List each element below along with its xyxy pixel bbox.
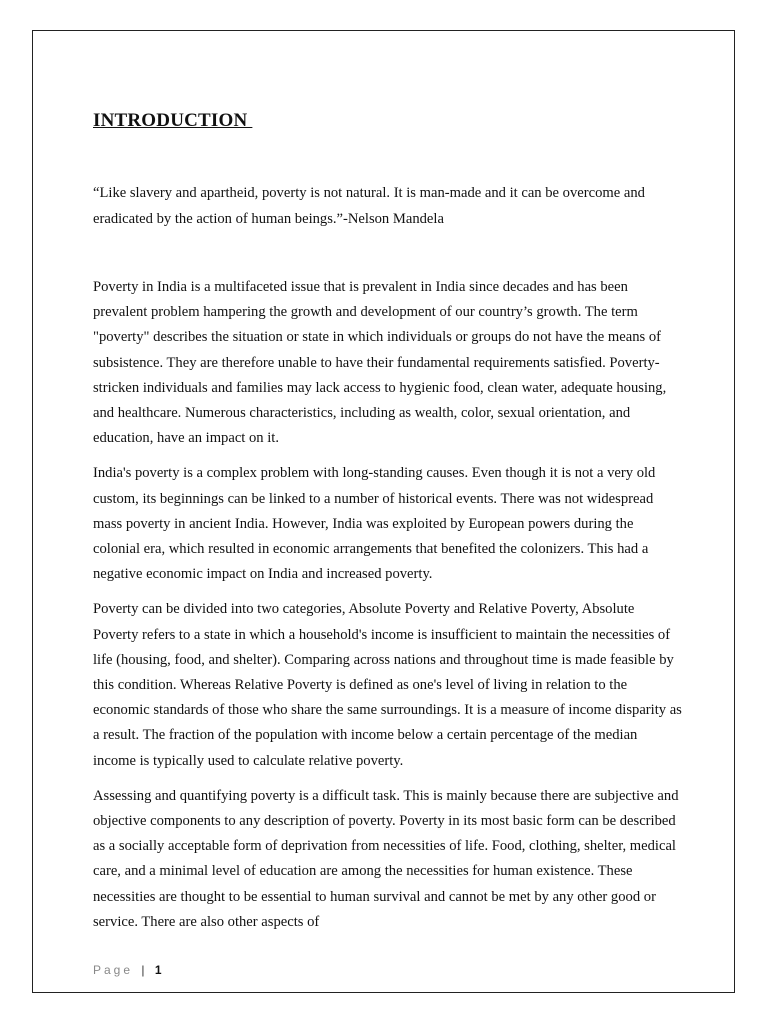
paragraph: India's poverty is a complex problem with long-standing causes. Even though it is not a very old custom, its beginnings can be linked to a number of historical events. There was not widespread mass poverty in ancient India. However, India was exploited by European powers during the colonial era, which resulted in economic arrangements that benefited the colonizers. This had a negative economic impact on India and increased poverty. bbox=[93, 465, 656, 583]
document-body bbox=[93, 108, 683, 935]
section-heading: INTRODUCTION bbox=[93, 110, 253, 131]
paragraph: Poverty can be divided into two categories, Absolute Poverty and Relative Poverty, Absolute Poverty refers to a state in which a household's income is insufficient to maintain the necessities of life (housing, food, and shelter). Comparing across nations and throughout time is made feasible by this condition. Whereas Relative Poverty is defined as one's level of living in relation to the economic standards of those who share the same surroundings. It is a measure of income disparity as a result. The fraction of the population with income below a certain percentage of the median income is typically used to calculate relative poverty. bbox=[93, 601, 682, 769]
page-number: 1 bbox=[154, 963, 162, 977]
paragraph: Assessing and quantifying poverty is a difficult task. This is mainly because there are subjective and objective components to any description of poverty. Poverty in its most basic form can be described as a socially acceptable form of deprivation from necessities of life. Food, clothing, shelter, medical care, and a minimal level of education are among the necessities for human existence. These necessities are thought to be essential to human survival and cannot be met by any other good or service. There are also other aspects of bbox=[93, 787, 679, 930]
mandela-quote: “Like slavery and apartheid, poverty is not natural. It is man-made and it can be overcome and eradicated by the action of human beings.”-Nelson Mandela bbox=[93, 185, 645, 227]
page-footer bbox=[93, 963, 162, 977]
page-label: Page bbox=[93, 963, 134, 977]
footer-separator: | bbox=[141, 963, 145, 977]
paragraph: Poverty in India is a multifaceted issue that is prevalent in India since decades and has been prevalent problem hampering the growth and development of our country’s growth. The term "poverty" describes the situation or state in which individuals or groups do not have the means of subsistence. They are therefore unable to have their fundamental requirements satisfied. Poverty-stricken individuals and families may lack access to hygienic food, clean water, adequate housing, and healthcare. Numerous characteristics, including as wealth, color, sexual orientation, and education, have an impact on it. bbox=[93, 279, 667, 447]
